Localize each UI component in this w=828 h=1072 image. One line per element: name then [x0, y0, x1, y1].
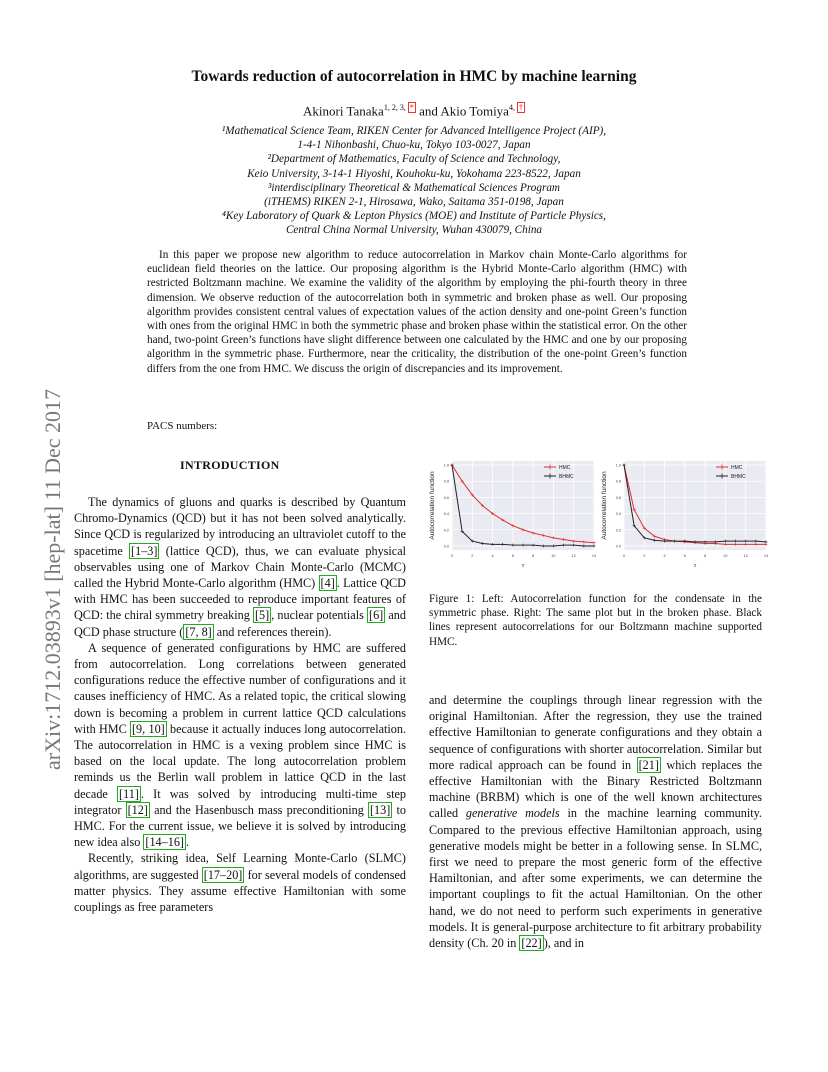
- affiliation-line: (iTHEMS) RIKEN 2-1, Hirosawa, Wako, Saitama 351-0198, Japan: [264, 196, 564, 209]
- paper-title: Towards reduction of autocorrelation in HMC by machine learning: [191, 68, 637, 85]
- abstract: In this paper we propose new algorithm to reduce autocorrelation in Markov chain Monte-Carlo algorithms for euclidean field theories on the lattice. Our proposing algorithm is the Hybrid Monte-Carlo algorithm (HMC) with restricted Boltzmann machine. We examine the validity of the algorithm by employing the phi-fourth theory in three dimension. We observe reduction of the autocorrelation both in symmetric and broken phase as well. Our proposing algorithm provides consistent central values of expectation values of the action density and one-point Green’s function with ones from the original HMC in both the symmetric phase and broken phase within the statistical error. On the other hand, two-point Green’s functions have slight difference between one calculated by the HMC and one by our proposing algorithm in the symmetric phase. Furthermore, near the criticality, the distribution of the one-point Green’s function differs from the one from HMC. We discuss the origin of discrepancies and its improvement.: [147, 249, 687, 375]
- x-tick-label: 8: [704, 554, 707, 558]
- arxiv-identifier: [18, 280, 68, 780]
- affiliation-line: 1-4-1 Nihonbashi, Chuo-ku, Tokyo 103-0027, Japan: [297, 139, 531, 152]
- left-column: [74, 494, 406, 915]
- affiliation-line: ²Department of Mathematics, Faculty of Science and Technology,: [267, 153, 561, 166]
- affiliations: [0, 124, 828, 238]
- pacs-numbers: PACS numbers:: [147, 420, 218, 432]
- citation-link[interactable]: [12]: [127, 802, 148, 817]
- figure-caption: Figure 1: Left: Autocorrelation function for the condensate in the symmetric phase. Right: The same plot but in the broken phase. Black lines represent autocorrelations for our Boltzmann machine supported HMC.: [429, 593, 762, 648]
- y-tick-label: 0.8: [443, 479, 449, 484]
- citation-link[interactable]: [21]: [638, 757, 659, 772]
- x-tick-label: 4: [663, 554, 666, 558]
- affiliation-line: Central China Normal University, Wuhan 430079, China: [285, 224, 543, 237]
- citation-link[interactable]: [1–3]: [131, 543, 158, 558]
- x-tick-label: 10: [551, 554, 556, 558]
- affiliation-line: ⁴Key Laboratory of Quark & Lepton Physics (MOE) and Institute of Particle Physics,: [222, 210, 606, 223]
- y-tick-label: 0.2: [615, 528, 621, 533]
- paragraph: Recently, striking idea, Self Learning Monte-Carlo (SLMC) algorithms, are suggested [17–20] for several models of condensed matter physics. They assume effective Hamiltonian with some couplings as free parameters: [74, 851, 406, 915]
- x-tick-label: 2: [471, 554, 474, 558]
- x-tick-label: 2: [643, 554, 646, 558]
- author-affil-sup: 4, †: [508, 103, 523, 112]
- footnote-link[interactable]: †: [518, 103, 523, 112]
- x-tick-label: 0: [622, 554, 626, 558]
- citation-link[interactable]: [14–16]: [145, 835, 184, 850]
- paragraph: The dynamics of gluons and quarks is described by Quantum Chromo-Dynamics (QCD) but it has not been solved analytically. Since QCD is regularized by introducing an ultraviolet cutoff to the spacetime [1–3] (lattice QCD), thus, we can evaluate physical observables using one of Markov Chain Monte-Carlo (MCMC) called the Hybrid Monte-Carlo algorithm (HMC) [4] . Lattice QCD with HMC has been succeeded to reproduce important features of QCD: the chiral symmetry breaking [5] , nuclear potentials [6] and QCD phase structure ( [7, 8] and references therein).: [74, 495, 406, 639]
- legend-label: BHMC: [559, 473, 574, 480]
- y-tick-label: 0.4: [615, 512, 621, 517]
- x-tick-label: 6: [683, 554, 686, 558]
- x-tick-label: 8: [532, 554, 535, 558]
- autocorrelation-plot-right: [598, 455, 768, 580]
- paragraph: A sequence of generated configurations by HMC are suffered from autocorrelation. Long correlations between generated configurations reduce the effective number of configurations and it causes inefficiency of HMC. As a related topic, the critical slowing down is becoming a problem in current lattice QCD calculations with HMC [9, 10] because it actually induces long autocorrelation. The autocorrelation in HMC is a vexing problem since HMC is based on the local update. The long autocorrelation problem reminds us the Berlin wall problem in lattice QCD in the last decade [11] . It was solved by introducing multi-time step integrator [12] and the Hasenbusch mass preconditioning [13] to HMC. For the current issue, we believe it is solved by introducing new idea also [14–16] .: [74, 640, 407, 850]
- y-axis-label: Autocorrelation function: [429, 471, 436, 540]
- citation-link[interactable]: [22]: [521, 936, 542, 951]
- affiliation-line: ³interdisciplinary Theoretical & Mathematical Sciences Program: [268, 181, 560, 194]
- citation-link[interactable]: [7, 8]: [185, 624, 212, 639]
- y-tick-label: 0.6: [443, 495, 449, 500]
- x-tick-label: 12: [571, 554, 576, 558]
- y-tick-label: 0.6: [615, 495, 621, 500]
- affiliation-line: ¹Mathematical Science Team, RIKEN Center for Advanced Intelligence Project (AIP),: [221, 125, 607, 137]
- x-tick-label: 6: [511, 554, 514, 558]
- autocorrelation-plot-left: [426, 455, 596, 580]
- author-line: [0, 103, 828, 119]
- citation-link[interactable]: [5]: [254, 608, 270, 623]
- x-tick-label: 14: [591, 554, 596, 558]
- x-tick-label: 14: [763, 554, 768, 558]
- citation-link[interactable]: [11]: [119, 786, 139, 801]
- legend-label: BHMC: [731, 473, 746, 480]
- legend-label: HMC: [559, 464, 571, 471]
- y-tick-label: 0.0: [615, 544, 621, 549]
- x-axis-label: τ: [693, 562, 697, 569]
- citation-link[interactable]: [13]: [370, 802, 391, 817]
- y-axis-label: Autocorrelation function: [601, 471, 608, 540]
- emphasis: generative models: [465, 806, 560, 821]
- y-tick-label: 0.0: [443, 544, 449, 549]
- x-tick-label: 0: [450, 554, 454, 558]
- chart-symmetric-phase: [426, 455, 596, 580]
- author-name: Akinori Tanaka: [303, 103, 384, 119]
- x-axis-label: τ: [521, 562, 525, 569]
- y-tick-label: 0.4: [443, 512, 449, 517]
- x-tick-label: 4: [491, 554, 494, 558]
- legend-label: HMC: [731, 464, 743, 471]
- y-tick-label: 0.8: [615, 479, 621, 484]
- arxiv-id-text: arXiv:1712.03893v1 [hep-lat] 11 Dec 2017: [40, 388, 65, 770]
- y-tick-label: 1.0: [615, 463, 621, 468]
- affiliation-line: Keio University, 3-14-1 Hiyoshi, Kouhoku-ku, Yokohama 223-8522, Japan: [247, 167, 581, 180]
- x-tick-label: 12: [743, 554, 748, 558]
- paragraph: and determine the couplings through linear regression with the original Hamiltonian. After the regression, they use the trained effective Hamiltonian to generate configurations and they obtain a sequence of configurations with shorter autocorrelation. Similar but more radical approach can be found in [21] which replaces the effective Hamiltonian with the Binary Restricted Boltzmann machine (BRBM) which is one of the well known architectures called generative models in the machine learning community. Compared to the previous effective Hamiltonian approach, using generative models might be better in a following sense. In SLMC, first we need to prepare the most generic form of the effective Hamiltonian, and after some experiments, we can determine the important couplings to fit the actual Hamiltonian. On the other hand, we do not need to perform such experiments in generative models. It is general-purpose architecture to fit arbitrary probability density (Ch. 20 in [22] ), and in: [429, 693, 763, 951]
- x-tick-label: 10: [723, 554, 728, 558]
- chart-broken-phase: [598, 455, 768, 580]
- author-name: Akio Tomiya: [440, 103, 509, 119]
- author-affil-sup: 1, 2, 3, *: [383, 103, 414, 112]
- y-tick-label: 0.2: [443, 528, 449, 533]
- y-tick-label: 1.0: [443, 463, 449, 468]
- section-heading: INTRODUCTION: [180, 458, 280, 472]
- citation-link[interactable]: [6]: [369, 608, 384, 623]
- footnote-link[interactable]: *: [409, 103, 414, 112]
- citation-link[interactable]: [4]: [320, 576, 335, 591]
- right-column: [429, 692, 762, 951]
- author-conjunction: and: [415, 103, 441, 119]
- citation-link[interactable]: [9, 10]: [132, 721, 165, 736]
- citation-link[interactable]: [17–20]: [203, 867, 243, 882]
